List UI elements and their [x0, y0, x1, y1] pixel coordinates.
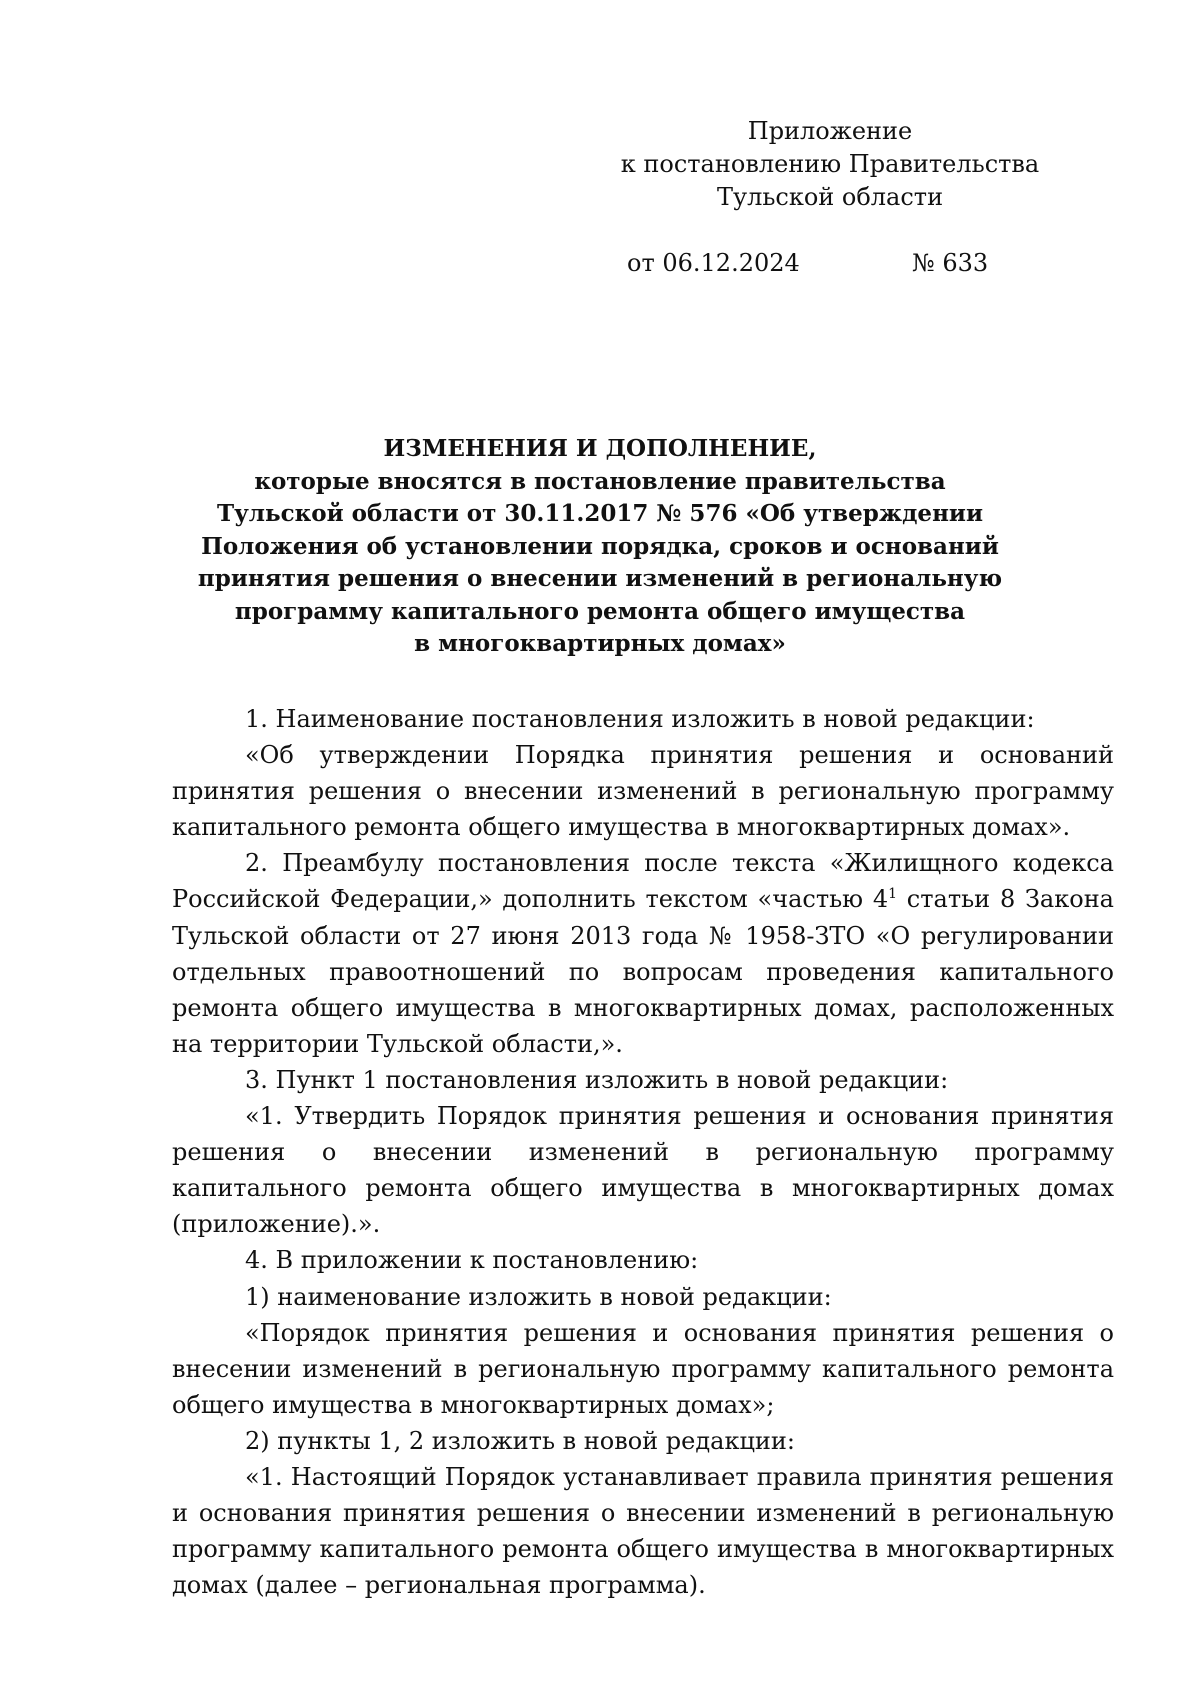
paragraph-7: 1) наименование изложить в новой редакции:: [245, 1282, 832, 1311]
paragraph-4: 3. Пункт 1 постановления изложить в новой редакции:: [245, 1065, 949, 1094]
appendix-line: Приложение: [747, 117, 913, 145]
paragraph-1: 1. Наименование постановления изложить в новой редакции:: [245, 705, 1035, 733]
superscript: 1: [888, 886, 898, 903]
paragraph-3: [172, 845, 1114, 1062]
document-number: № 633: [912, 249, 989, 277]
paragraph-10: «1. Настоящий Порядок устанавливает правила принятия решения и основания принятия решения о внесении изменений в региональную программу капитального ремонта общего имущества в многоквартирных домах (далее – региональная программа).: [172, 1462, 1114, 1600]
title-line: ИЗМЕНЕНИЯ И ДОПОЛНЕНИЕ,: [383, 435, 817, 462]
title-line: в многоквартирных домах»: [414, 630, 786, 657]
appendix-block: [620, 115, 1040, 214]
document-date: от 06.12.2024: [627, 249, 800, 277]
title-line: Тульской области от 30.11.2017 № 576 «Об утверждении: [216, 500, 984, 527]
paragraph-6: 4. В приложении к постановлению:: [245, 1246, 699, 1275]
paragraph-9: 2) пункты 1, 2 изложить в новой редакции:: [245, 1426, 795, 1455]
document-title: [150, 433, 1050, 661]
paragraph-3-text-cont: статьи 8 Закона Тульской области от 27 июня 2013 года № 1958-ЗТО «О регулировании отдельных правоотношений по вопросам проведения капитального ремонта общего имущества в многоквартирных домах, расположенных на территории Тульской области,».: [172, 885, 1114, 1058]
paragraph-2: «Об утверждении Порядка принятия решения и оснований принятия решения о внесении изменений в региональную программу капитального ремонта общего имущества в многоквартирных домах».: [172, 741, 1114, 842]
title-line: которые вносятся в постановление правительства: [254, 467, 946, 495]
appendix-line: к постановлению Правительства: [620, 150, 1040, 178]
paragraph-5: «1. Утвердить Порядок принятия решения и основания принятия решения о внесении изменений в региональную программу капитального ремонта общего имущества в многоквартирных домах (приложение).».: [172, 1102, 1114, 1239]
title-line: программу капитального ремонта общего имущества: [234, 597, 966, 625]
document-body: [172, 701, 1114, 1603]
appendix-line: Тульской области: [716, 183, 944, 211]
paragraph-8: «Порядок принятия решения и основания принятия решения о внесении изменений в региональную программу капитального ремонта общего имущества в многоквартирных домах»;: [172, 1318, 1114, 1419]
title-line: принятия решения о внесении изменений в региональную: [197, 565, 1003, 592]
paragraph-3-text: 2. Преамбулу постановления после текста «Жилищного кодекса Российской Федерации,» дополнить текстом «частью 4: [172, 849, 1114, 914]
title-line: Положения об установлении порядка, сроков и оснований: [201, 532, 999, 560]
